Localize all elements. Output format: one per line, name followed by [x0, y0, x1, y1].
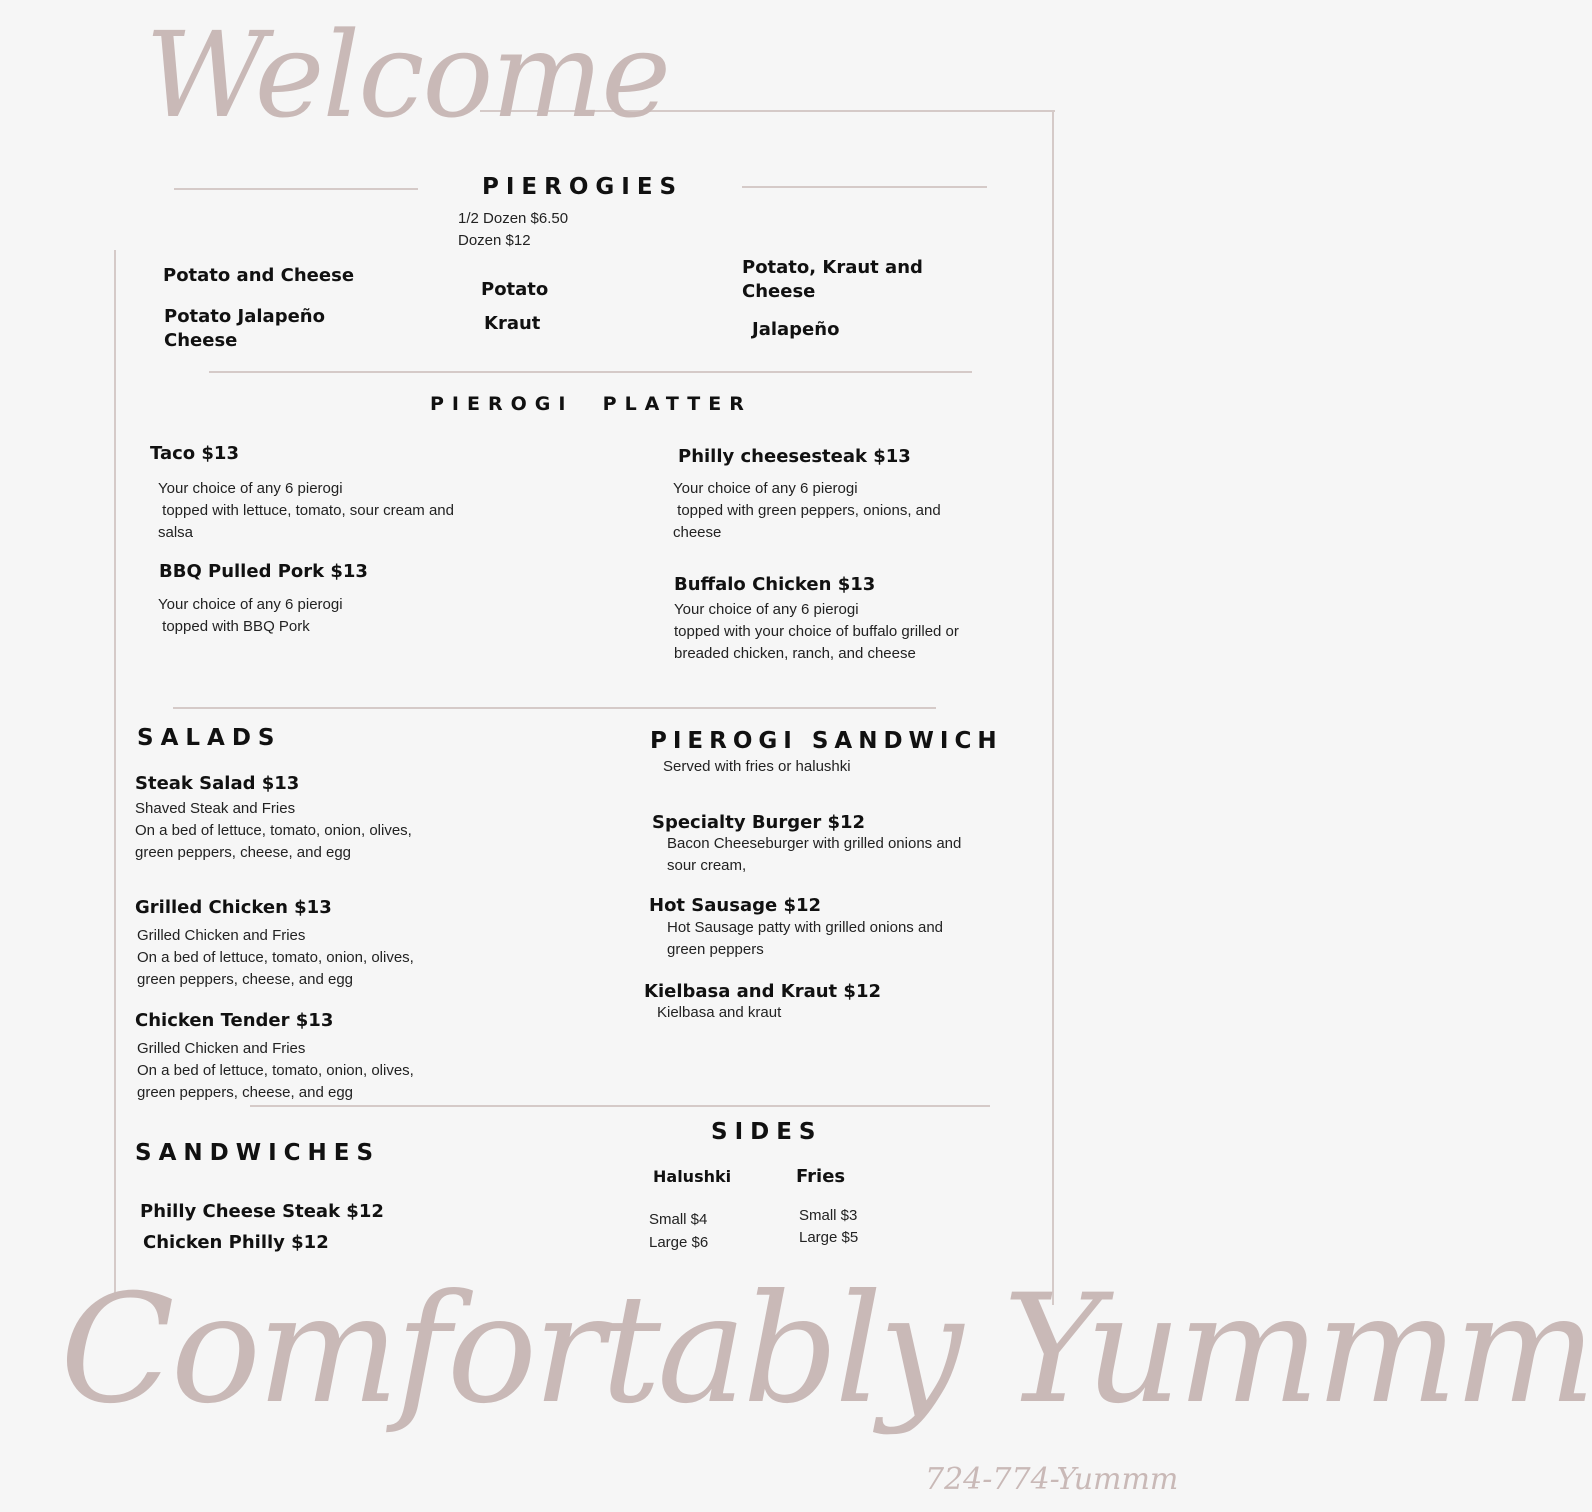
pierogies-title: PIEROGIES — [482, 174, 684, 200]
flavor-kraut: Kraut — [484, 313, 541, 334]
salad-desc-steak: Shaved Steak and Fries On a bed of lettuce, tomato, onion, olives, green peppers, cheese, and egg — [135, 800, 412, 861]
side-fries-small: Small $3 — [799, 1207, 858, 1224]
platter-desc-bbq: Your choice of any 6 pierogi topped with BBQ Pork — [158, 596, 343, 635]
pierogies-price-half: 1/2 Dozen $6.50 — [458, 210, 569, 227]
salads-rule — [173, 707, 936, 709]
pierogies-rule-right — [742, 186, 987, 188]
footer-tagline: Comfortably Yummm — [60, 1263, 1592, 1437]
frame-left-line — [114, 250, 116, 1300]
sandwich-title: PIEROGI SANDWICH — [650, 728, 1003, 754]
side-halushki-small: Small $4 — [649, 1211, 708, 1228]
footer-phone: 724-774-Yummm — [925, 1462, 1179, 1497]
sandwich-desc-kielbasa: Kielbasa and kraut — [657, 1004, 782, 1021]
side-halushki-name: Halushki — [653, 1167, 732, 1186]
side-fries-name: Fries — [796, 1166, 846, 1187]
salad-item-steak: Steak Salad $13 — [135, 773, 300, 794]
platter-rule — [209, 371, 972, 373]
sandwich-item-hot-sausage: Hot Sausage $12 — [649, 895, 822, 916]
platter-item-bbq: BBQ Pulled Pork $13 — [159, 561, 368, 582]
pierogies-price-dozen: Dozen $12 — [458, 232, 531, 249]
sides-title: SIDES — [711, 1119, 823, 1145]
platter-item-buffalo: Buffalo Chicken $13 — [674, 574, 876, 595]
side-halushki-large: Large $6 — [649, 1234, 709, 1251]
sides-rule — [250, 1105, 990, 1107]
salads-title: SALADS — [137, 725, 282, 751]
flavor-jalapeno: Jalapeño — [752, 319, 840, 340]
sandwich-subtitle: Served with fries or halushki — [663, 758, 851, 775]
sandwiches-item-philly-cheese-steak: Philly Cheese Steak $12 — [140, 1201, 384, 1222]
salad-desc-chicken-tender: Grilled Chicken and Fries On a bed of lettuce, tomato, onion, olives, green peppers, cheese, and egg — [137, 1040, 414, 1101]
platter-desc-buffalo: Your choice of any 6 pierogi topped with your choice of buffalo grilled or breaded chicken, ranch, and cheese — [674, 601, 959, 662]
platter-desc-philly: Your choice of any 6 pierogi topped with green peppers, onions, and cheese — [673, 480, 941, 541]
flavor-potato-cheese: Potato and Cheese — [163, 265, 355, 286]
welcome-heading: Welcome — [145, 6, 670, 144]
frame-right-line — [1052, 110, 1054, 1305]
sandwich-item-burger: Specialty Burger $12 — [652, 812, 866, 833]
side-fries-large: Large $5 — [799, 1229, 859, 1246]
salad-item-grilled-chicken: Grilled Chicken $13 — [135, 897, 332, 918]
platter-title: PIEROGI PLATTER — [430, 393, 752, 415]
platter-desc-taco: Your choice of any 6 pierogi topped with lettuce, tomato, sour cream and salsa — [158, 480, 454, 541]
pierogies-rule-left — [174, 188, 418, 190]
sandwich-desc-hot-sausage: Hot Sausage patty with grilled onions and green peppers — [667, 919, 944, 958]
sandwich-desc-burger: Bacon Cheeseburger with grilled onions and sour cream, — [667, 835, 962, 874]
salad-desc-grilled-chicken: Grilled Chicken and Fries On a bed of lettuce, tomato, onion, olives, green peppers, cheese, and egg — [137, 927, 414, 988]
sandwiches-title: SANDWICHES — [135, 1140, 381, 1166]
salad-item-chicken-tender: Chicken Tender $13 — [135, 1010, 334, 1031]
platter-item-philly: Philly cheesesteak $13 — [678, 446, 911, 467]
flavor-potato: Potato — [481, 279, 549, 300]
flavor-potato-kraut-cheese: Potato, Kraut and Cheese — [742, 257, 923, 302]
sandwich-item-kielbasa: Kielbasa and Kraut $12 — [644, 981, 881, 1002]
platter-item-taco: Taco $13 — [150, 443, 239, 464]
flavor-potato-jalapeno-cheese: Potato Jalapeño Cheese — [164, 306, 325, 351]
sandwiches-item-chicken-philly: Chicken Philly $12 — [143, 1232, 329, 1253]
